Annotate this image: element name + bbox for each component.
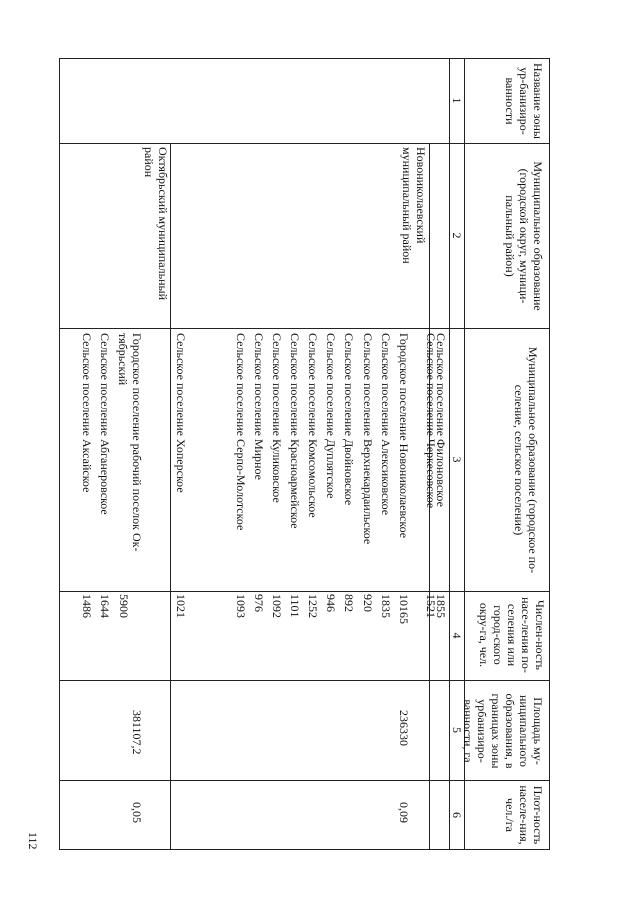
district-name: Октябрьский муниципальный район (142, 147, 170, 301)
table-row-name: Сельское поселение Двойновское (342, 333, 356, 506)
table-row-pop: 10165 (397, 594, 411, 624)
table-row-pop: 1252 (306, 594, 320, 618)
table-row-pop: 1093 (234, 594, 248, 618)
table-row-pop: 920 (361, 594, 375, 612)
header-col4: Числен-ность насе-ления по-селения или город-ского окру-га, чел. (477, 597, 547, 673)
col-number-6: 6 (450, 812, 464, 818)
table-row-name: Сельское поселение Верхнекардаильское (361, 333, 375, 545)
table-row-pop: 1101 (288, 594, 302, 618)
table-row-pop: 1855 (434, 594, 448, 618)
table-row-pop: 1486 (80, 594, 94, 618)
table-row-name: Сельское поселение Мирное (252, 333, 266, 480)
table-row-name: Городское поселение рабочий поселок Ок-тябрьский (116, 333, 144, 552)
table-row-pop: 1092 (270, 594, 284, 618)
table-row-name: Сельское поселение Куликовское (270, 333, 284, 503)
table-row-pop: 5900 (117, 594, 131, 618)
header-col3: Муниципальное образование (городское по-селение, сельское поселение) (512, 346, 540, 574)
district-density: 0,09 (397, 802, 411, 823)
table-row-name: Сельское поселение Красноармейское (288, 333, 302, 529)
district-area: 381107,2 (130, 710, 144, 755)
table-row-name: Сельское поселение Дуплятское (324, 333, 338, 499)
page-number: 112 (26, 832, 40, 850)
table-row-name: Сельское поселение Алексиковское (379, 333, 393, 516)
header-col6: Плот-ность населе-ния, чел./га (503, 785, 545, 845)
table-row-pop: 976 (252, 594, 266, 612)
district-name: Новониколаевский муниципальный район (400, 147, 428, 264)
col-number-5: 5 (450, 727, 464, 733)
table-row-pop: 946 (324, 594, 338, 612)
district-rule-2 (170, 143, 171, 850)
district-density: 0,05 (130, 802, 144, 823)
table-row-name: Сельское поселение Черкесовское (424, 333, 438, 509)
table-row-name: Сельское поселение Серпо-Молотское (234, 333, 248, 531)
table-row-name: Сельское поселение Аксайское (80, 333, 94, 493)
table-row-pop: 1644 (98, 594, 112, 618)
table-row-pop: 1521 (424, 594, 438, 618)
col-sep-2 (59, 328, 550, 329)
table-row-name: Городское поселение Новониколаевское (397, 333, 411, 539)
table-row-pop: 1021 (174, 594, 188, 618)
district-area: 236330 (397, 710, 411, 746)
table-row-name: Сельское поселение Филоновское (434, 333, 448, 507)
col-sep-5 (59, 780, 550, 781)
col-number-3: 3 (450, 456, 464, 463)
col-number-4: 4 (450, 632, 464, 639)
col-number-2: 2 (450, 232, 464, 239)
col-number-1: 1 (450, 97, 464, 104)
col-sep-4 (59, 680, 550, 681)
table-row-pop: 892 (342, 594, 356, 612)
header-col2: Муниципальное образование (городской округ, муници-пальный район) (503, 161, 545, 311)
col-sep-1 (59, 143, 550, 144)
table-row-name: Сельское поселение Комсомольское (306, 333, 320, 518)
table-row-name: Сельское поселение Абганеровское (98, 333, 112, 515)
header-col1: Название зоны ур-банизиро-ванности (503, 63, 545, 139)
table-row-name: Сельское поселение Хоперское (174, 333, 188, 493)
header-col5: Площадь му-ниципального образования, в границах зоны урбанизиро-ванности, га (461, 693, 545, 769)
table-row-pop: 1835 (379, 594, 393, 618)
